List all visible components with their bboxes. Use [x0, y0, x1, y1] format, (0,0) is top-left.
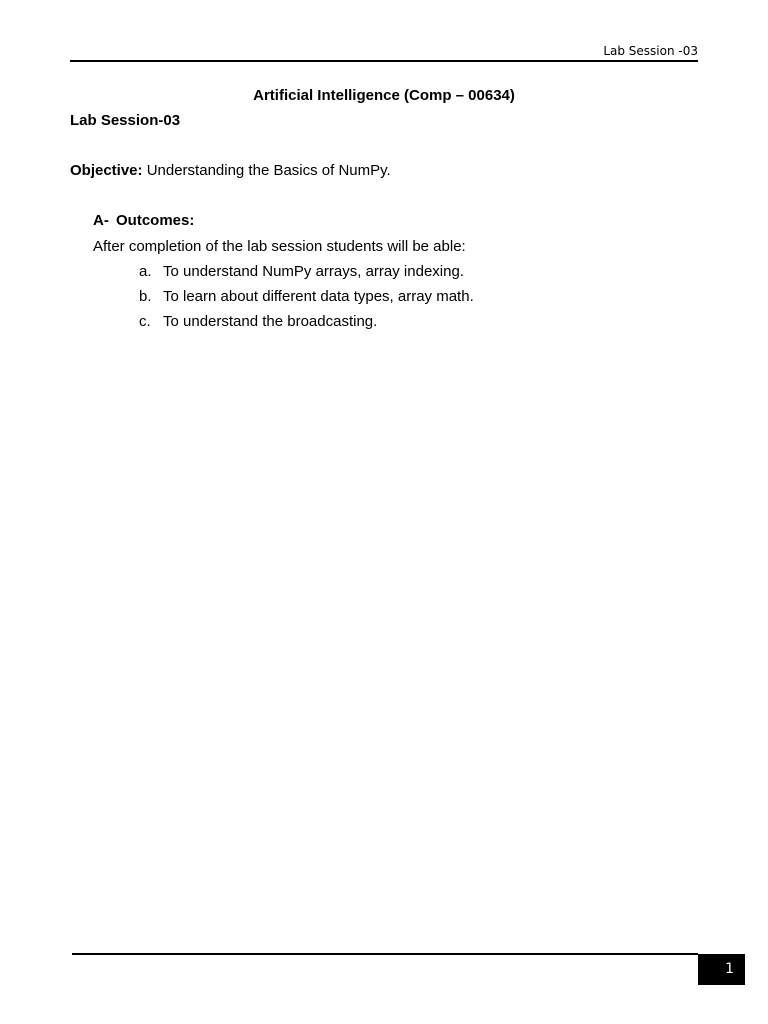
list-item-letter: c.: [139, 313, 151, 330]
objective-label: Objective:: [70, 162, 143, 179]
section-marker: A-: [93, 212, 109, 229]
footer-divider: [72, 953, 698, 955]
list-item-text: To understand NumPy arrays, array indexing.: [163, 263, 464, 280]
list-item-letter: b.: [139, 288, 152, 305]
list-item: [139, 288, 474, 313]
document-title: Artificial Intelligence (Comp – 00634): [253, 87, 515, 104]
section-heading-text: Outcomes:: [116, 212, 195, 229]
outcomes-list: [139, 263, 474, 338]
list-item-letter: a.: [139, 263, 152, 280]
list-item-text: To understand the broadcasting.: [163, 313, 378, 330]
outcomes-heading: [93, 212, 194, 230]
page-number: 1: [698, 954, 745, 985]
header-divider: [70, 60, 698, 62]
objective-line: [70, 162, 391, 180]
list-item: [139, 263, 474, 288]
list-item: [139, 313, 474, 338]
list-item-text: To learn about different data types, array math.: [163, 288, 474, 305]
session-title: Lab Session-03: [70, 112, 181, 129]
outcomes-intro: After completion of the lab session students will be able:: [93, 238, 466, 255]
objective-text: Understanding the Basics of NumPy.: [142, 162, 391, 179]
running-header: Lab Session -03: [603, 44, 698, 58]
